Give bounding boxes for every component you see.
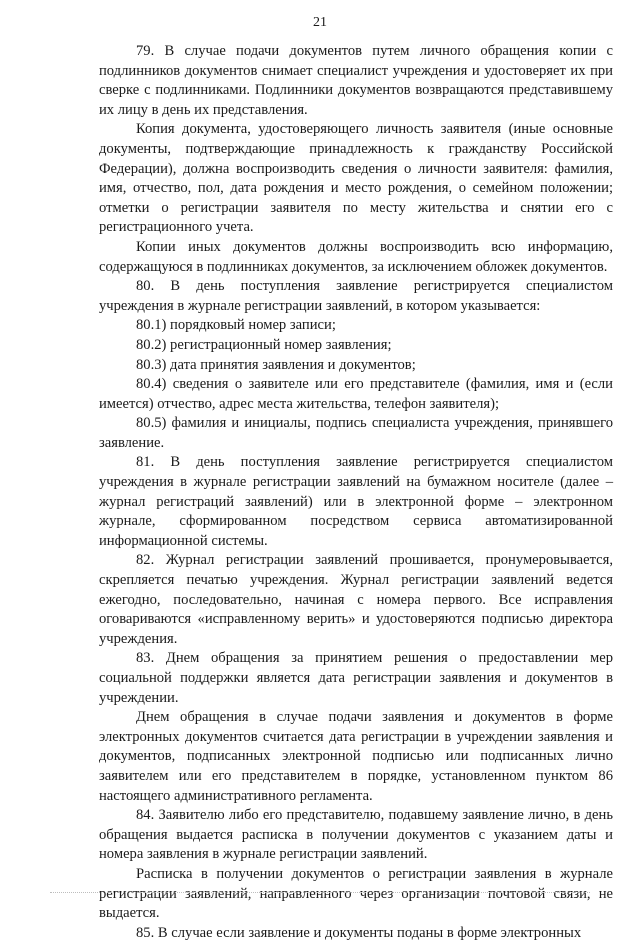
paragraph-identity-copy: Копия документа, удостоверяющего личность заявителя (иные основные документы, подтверждающие принадлежность к гражданству Российской Федерации), должна воспроизводить сведения о личности заявителя: фамилия, имя, отчество, пол, дата рождения и место рождения, о семейном положении; отметки о регистрации заявителя по месту жительства и снятии его с регистрационного учета. xyxy=(99,121,613,236)
paragraph-81: 81. В день поступления заявление регистрируется специалистом учреждения в журнале регистрации заявлений на бумажном носителе (далее – журнал регистраций заявлений) или в электронной форме – электронном журнале, сформированном посредством сервиса автоматизированной информационной системы. xyxy=(99,454,613,549)
document-body xyxy=(99,42,613,943)
scan-edge-marks xyxy=(50,892,590,895)
list-item-80-5: 80.5) фамилия и инициалы, подпись специалиста учреждения, принявшего заявление. xyxy=(99,415,613,451)
paragraph-receipt: Расписка в получении документов о регистрации заявления в журнале регистрации заявлений, направленного через организации почтовой связи, не выдается. xyxy=(99,865,613,922)
paragraph-electronic-date: Днем обращения в случае подачи заявления и документов в форме электронных документов считается дата регистрации в учреждении заявления и документов, подписанных электронной подписью или подписанных лично заявителем или его представителем в порядке, установленном пунктом 86 настоящего административного регламента. xyxy=(99,709,613,804)
list-item-80-1: 80.1) порядковый номер записи; xyxy=(136,317,336,334)
list-item-80-3: 80.3) дата принятия заявления и документов; xyxy=(136,356,416,373)
paragraph-84: 84. Заявителю либо его представителю, подавшему заявление лично, в день обращения выдается расписка в получении документов с указанием даты и номера заявления в журнале регистрации заявлений. xyxy=(99,807,613,863)
list-item-80-4: 80.4) сведения о заявителе или его представителе (фамилия, имя и (если имеется) отчество, адрес места жительства, телефон заявителя); xyxy=(99,376,613,412)
paragraph-82: 82. Журнал регистрации заявлений прошивается, пронумеровывается, скрепляется печатью учреждения. Журнал регистрации заявлений ведется ежегодно, последовательно, начиная с номера первого. Все исправления оговариваются «исправленному верить» и удостоверяются подписью директора учреждения. xyxy=(99,552,613,647)
paragraph-83: 83. Днем обращения за принятием решения о предоставлении мер социальной поддержки является дата регистрации заявления и документов в учреждении. xyxy=(99,650,613,706)
paragraph-85: 85. В случае если заявление и документы поданы в форме электронных xyxy=(136,924,582,941)
paragraph-other-copies: Копии иных документов должны воспроизводить всю информацию, содержащуюся в подлинниках документов, за исключением обложек документов. xyxy=(99,238,613,275)
list-item-80-2: 80.2) регистрационный номер заявления; xyxy=(136,336,392,353)
page-number: 21 xyxy=(313,15,327,30)
paragraph-80: 80. В день поступления заявление регистрируется специалистом учреждения в журнале регистрации заявлений, в котором указывается: xyxy=(99,278,613,314)
paragraph-79: 79. В случае подачи документов путем личного обращения копии с подлинников документов снимает специалист учреждения и удостоверяет их при сверке с подлинниками. Подлинники документов возвращаются представившему их лицу в день их представления. xyxy=(99,43,613,118)
